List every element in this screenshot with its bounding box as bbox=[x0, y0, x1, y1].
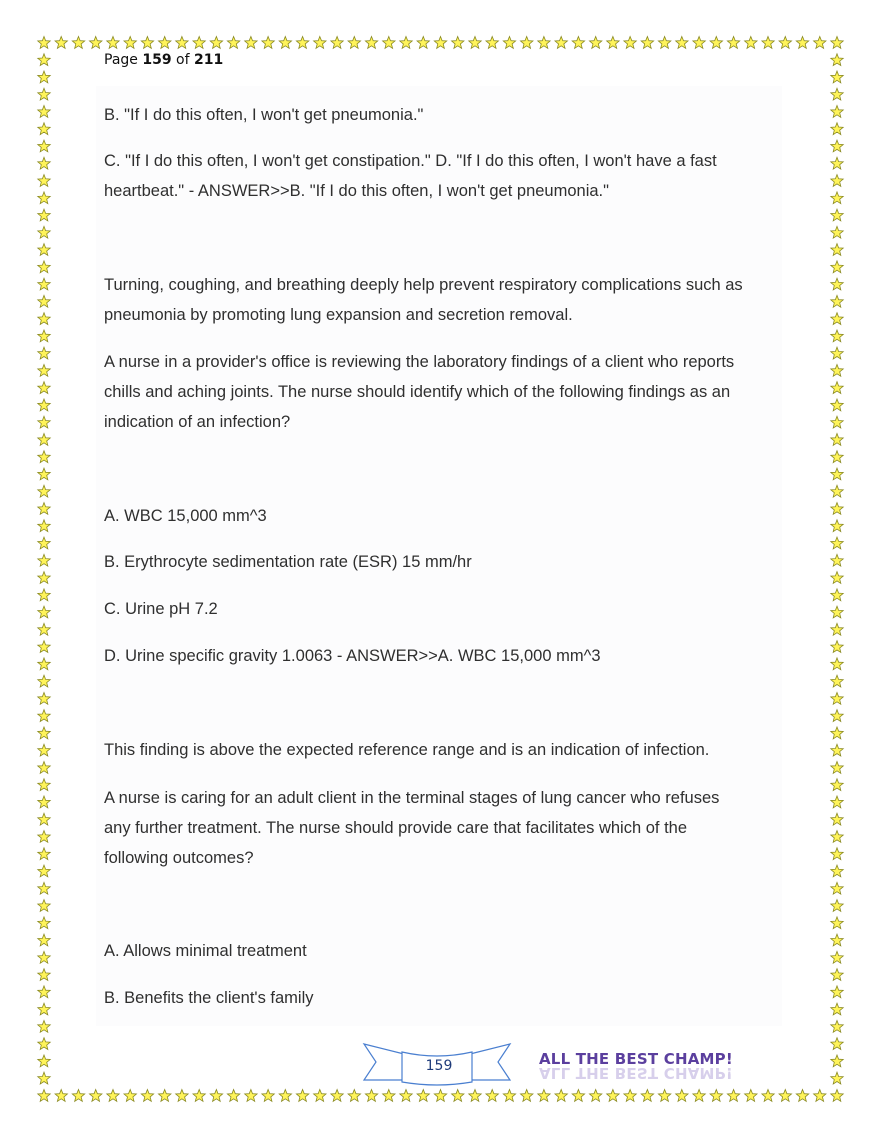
border-star-icon bbox=[38, 416, 50, 428]
border-star-icon bbox=[38, 468, 50, 480]
border-star-icon bbox=[831, 951, 843, 963]
border-star-icon bbox=[38, 848, 50, 860]
border-star-icon bbox=[503, 37, 515, 49]
border-star-icon bbox=[831, 986, 843, 998]
border-star-icon bbox=[831, 1055, 843, 1067]
border-star-icon bbox=[727, 1090, 739, 1102]
border-star-icon bbox=[658, 1090, 670, 1102]
border-star-icon bbox=[831, 244, 843, 256]
border-star-icon bbox=[176, 1090, 188, 1102]
border-star-icon bbox=[72, 37, 84, 49]
border-star-icon bbox=[831, 399, 843, 411]
border-star-icon bbox=[831, 848, 843, 860]
border-star-icon bbox=[38, 399, 50, 411]
border-star-icon bbox=[38, 641, 50, 653]
border-star-icon bbox=[38, 347, 50, 359]
border-star-icon bbox=[831, 468, 843, 480]
border-star-icon bbox=[831, 934, 843, 946]
border-star-icon bbox=[38, 762, 50, 774]
border-star-icon bbox=[503, 1090, 515, 1102]
border-star-icon bbox=[159, 37, 171, 49]
border-star-icon bbox=[38, 572, 50, 584]
border-star-icon bbox=[262, 37, 274, 49]
border-star-icon bbox=[831, 485, 843, 497]
border-star-icon bbox=[538, 37, 550, 49]
border-star-icon bbox=[314, 37, 326, 49]
border-star-icon bbox=[555, 37, 567, 49]
border-star-icon bbox=[417, 1090, 429, 1102]
border-star-icon bbox=[831, 1038, 843, 1050]
option-c-d-line: C. "If I do this often, I won't get constipation." D. "If I do this often, I won't have a fast bbox=[104, 152, 717, 170]
border-star-icon bbox=[38, 934, 50, 946]
border-star-icon bbox=[831, 900, 843, 912]
border-star-icon bbox=[831, 537, 843, 549]
page-label: Page bbox=[104, 52, 138, 68]
border-star-icon bbox=[469, 1090, 481, 1102]
border-star-icon bbox=[38, 900, 50, 912]
border-star-icon bbox=[831, 278, 843, 290]
border-star-icon bbox=[348, 37, 360, 49]
border-star-icon bbox=[831, 88, 843, 100]
border-star-icon bbox=[90, 37, 102, 49]
border-star-icon bbox=[38, 123, 50, 135]
border-star-icon bbox=[38, 365, 50, 377]
border-star-icon bbox=[831, 54, 843, 66]
question-line-1: A nurse in a provider's office is reviewing the laboratory findings of a client who reports bbox=[104, 353, 735, 371]
border-star-icon bbox=[831, 1072, 843, 1084]
border-star-icon bbox=[831, 365, 843, 377]
border-star-icon bbox=[38, 192, 50, 204]
border-star-icon bbox=[400, 1090, 412, 1102]
current-page: 159 bbox=[142, 52, 172, 68]
border-star-icon bbox=[38, 951, 50, 963]
question-line-2: chills and aching joints. The nurse should identify which of the following findings as an bbox=[104, 383, 731, 401]
border-star-icon bbox=[365, 1090, 377, 1102]
border-star-icon bbox=[831, 416, 843, 428]
border-star-icon bbox=[831, 330, 843, 342]
rationale-infection: This finding is above the expected reference range and is an indication of infection. bbox=[104, 741, 710, 759]
border-star-icon bbox=[38, 71, 50, 83]
border-star-icon bbox=[555, 1090, 567, 1102]
border-star-icon bbox=[831, 37, 843, 49]
border-star-icon bbox=[831, 796, 843, 808]
border-star-icon bbox=[210, 1090, 222, 1102]
border-star-icon bbox=[193, 37, 205, 49]
border-star-icon bbox=[831, 261, 843, 273]
border-star-icon bbox=[831, 140, 843, 152]
option-c-urine-ph: C. Urine pH 7.2 bbox=[104, 600, 218, 618]
border-star-icon bbox=[245, 37, 257, 49]
border-star-icon bbox=[831, 572, 843, 584]
border-star-icon bbox=[279, 37, 291, 49]
border-star-icon bbox=[38, 209, 50, 221]
border-star-icon bbox=[38, 969, 50, 981]
border-star-icon bbox=[710, 1090, 722, 1102]
border-star-icon bbox=[383, 37, 395, 49]
border-star-icon bbox=[176, 37, 188, 49]
border-star-icon bbox=[831, 762, 843, 774]
option-d-answer: D. Urine specific gravity 1.0063 - ANSWER>>A. WBC 15,000 mm^3 bbox=[104, 647, 601, 665]
border-star-icon bbox=[38, 589, 50, 601]
border-star-icon bbox=[831, 295, 843, 307]
slogan-text: ALL THE BEST CHAMP! bbox=[539, 1050, 733, 1068]
border-star-icon bbox=[38, 693, 50, 705]
border-star-icon bbox=[38, 1021, 50, 1033]
border-star-icon bbox=[38, 710, 50, 722]
slogan-reflection: ALL THE BEST CHAMP! bbox=[539, 1064, 733, 1082]
border-star-icon bbox=[38, 434, 50, 446]
rationale-line-1: Turning, coughing, and breathing deeply help prevent respiratory complications such as bbox=[104, 276, 743, 294]
border-star-icon bbox=[831, 658, 843, 670]
border-star-icon bbox=[227, 1090, 239, 1102]
border-star-icon bbox=[831, 779, 843, 791]
border-star-icon bbox=[279, 1090, 291, 1102]
border-star-icon bbox=[141, 1090, 153, 1102]
border-star-icon bbox=[831, 347, 843, 359]
border-star-icon bbox=[38, 261, 50, 273]
border-star-icon bbox=[745, 37, 757, 49]
border-star-icon bbox=[348, 1090, 360, 1102]
border-star-icon bbox=[38, 485, 50, 497]
border-star-icon bbox=[624, 1090, 636, 1102]
border-star-icon bbox=[796, 37, 808, 49]
border-star-icon bbox=[107, 1090, 119, 1102]
border-star-icon bbox=[124, 37, 136, 49]
border-star-icon bbox=[831, 744, 843, 756]
border-star-icon bbox=[55, 37, 67, 49]
question-line-3: indication of an infection? bbox=[104, 413, 291, 431]
border-star-icon bbox=[486, 37, 498, 49]
border-star-icon bbox=[572, 37, 584, 49]
border-star-icon bbox=[831, 226, 843, 238]
border-star-icon bbox=[38, 451, 50, 463]
border-star-icon bbox=[38, 140, 50, 152]
border-star-icon bbox=[831, 710, 843, 722]
border-star-icon bbox=[831, 675, 843, 687]
border-star-icon bbox=[159, 1090, 171, 1102]
border-star-icon bbox=[831, 157, 843, 169]
border-star-icon bbox=[193, 1090, 205, 1102]
border-star-icon bbox=[434, 1090, 446, 1102]
border-star-icon bbox=[38, 675, 50, 687]
border-star-icon bbox=[831, 831, 843, 843]
border-star-icon bbox=[452, 1090, 464, 1102]
border-star-icon bbox=[831, 727, 843, 739]
option-b-esr: B. Erythrocyte sedimentation rate (ESR) 15 mm/hr bbox=[104, 553, 472, 571]
border-star-icon bbox=[38, 330, 50, 342]
border-star-icon bbox=[141, 37, 153, 49]
border-star-icon bbox=[486, 1090, 498, 1102]
border-star-icon bbox=[72, 1090, 84, 1102]
border-star-icon bbox=[210, 37, 222, 49]
border-star-icon bbox=[38, 175, 50, 187]
border-star-icon bbox=[831, 917, 843, 929]
border-star-icon bbox=[762, 1090, 774, 1102]
border-star-icon bbox=[710, 37, 722, 49]
border-star-icon bbox=[38, 727, 50, 739]
border-star-icon bbox=[814, 1090, 826, 1102]
option-a-minimal: A. Allows minimal treatment bbox=[104, 942, 307, 960]
border-star-icon bbox=[831, 71, 843, 83]
border-star-icon bbox=[693, 37, 705, 49]
border-star-icon bbox=[831, 813, 843, 825]
border-star-icon bbox=[38, 1003, 50, 1015]
border-star-icon bbox=[676, 37, 688, 49]
border-star-icon bbox=[831, 1021, 843, 1033]
border-star-icon bbox=[38, 623, 50, 635]
border-star-icon bbox=[590, 1090, 602, 1102]
border-star-icon bbox=[227, 37, 239, 49]
border-star-icon bbox=[676, 1090, 688, 1102]
border-star-icon bbox=[38, 88, 50, 100]
border-star-icon bbox=[831, 503, 843, 515]
border-star-icon bbox=[831, 641, 843, 653]
of-label: of bbox=[176, 52, 190, 68]
border-star-icon bbox=[831, 865, 843, 877]
border-star-icon bbox=[38, 865, 50, 877]
border-star-icon bbox=[38, 813, 50, 825]
border-star-icon bbox=[572, 1090, 584, 1102]
border-star-icon bbox=[831, 106, 843, 118]
border-star-icon bbox=[831, 882, 843, 894]
border-star-icon bbox=[38, 917, 50, 929]
border-star-icon bbox=[831, 606, 843, 618]
border-star-icon bbox=[745, 1090, 757, 1102]
border-star-icon bbox=[38, 1055, 50, 1067]
border-star-icon bbox=[831, 693, 843, 705]
border-star-icon bbox=[262, 1090, 274, 1102]
border-star-icon bbox=[831, 175, 843, 187]
border-star-icon bbox=[831, 520, 843, 532]
border-star-icon bbox=[38, 882, 50, 894]
border-star-icon bbox=[658, 37, 670, 49]
border-star-icon bbox=[38, 503, 50, 515]
border-star-icon bbox=[38, 744, 50, 756]
border-star-icon bbox=[90, 1090, 102, 1102]
answer-line: heartbeat." - ANSWER>>B. "If I do this often, I won't get pneumonia." bbox=[104, 182, 609, 200]
border-star-icon bbox=[400, 37, 412, 49]
border-star-icon bbox=[38, 796, 50, 808]
border-star-icon bbox=[38, 313, 50, 325]
border-star-icon bbox=[469, 37, 481, 49]
border-star-icon bbox=[38, 226, 50, 238]
border-star-icon bbox=[38, 54, 50, 66]
border-star-icon bbox=[796, 1090, 808, 1102]
border-star-icon bbox=[296, 37, 308, 49]
border-star-icon bbox=[38, 986, 50, 998]
border-star-icon bbox=[38, 537, 50, 549]
border-star-icon bbox=[521, 1090, 533, 1102]
border-star-icon bbox=[38, 157, 50, 169]
border-star-icon bbox=[831, 451, 843, 463]
border-star-icon bbox=[38, 278, 50, 290]
border-star-icon bbox=[38, 295, 50, 307]
total-pages: 211 bbox=[194, 52, 224, 68]
page-header bbox=[104, 52, 223, 68]
question-2-line-1: A nurse is caring for an adult client in the terminal stages of lung cancer who refuses bbox=[104, 789, 720, 807]
border-star-icon bbox=[38, 382, 50, 394]
border-star-icon bbox=[831, 192, 843, 204]
option-b-family: B. Benefits the client's family bbox=[104, 989, 314, 1007]
border-star-icon bbox=[607, 1090, 619, 1102]
border-star-icon bbox=[762, 37, 774, 49]
border-star-icon bbox=[538, 1090, 550, 1102]
border-star-icon bbox=[779, 37, 791, 49]
border-star-icon bbox=[831, 554, 843, 566]
border-star-icon bbox=[831, 209, 843, 221]
option-a-wbc: A. WBC 15,000 mm^3 bbox=[104, 507, 267, 525]
border-star-icon bbox=[814, 37, 826, 49]
border-star-icon bbox=[296, 1090, 308, 1102]
footer-page-number: 159 bbox=[425, 1058, 453, 1074]
border-star-icon bbox=[38, 1038, 50, 1050]
border-star-icon bbox=[38, 106, 50, 118]
border-star-icon bbox=[38, 658, 50, 670]
border-star-icon bbox=[641, 1090, 653, 1102]
border-star-icon bbox=[331, 37, 343, 49]
border-star-icon bbox=[38, 554, 50, 566]
border-star-icon bbox=[831, 623, 843, 635]
border-star-icon bbox=[693, 1090, 705, 1102]
border-star-icon bbox=[831, 969, 843, 981]
border-star-icon bbox=[831, 1090, 843, 1102]
border-star-icon bbox=[55, 1090, 67, 1102]
border-star-icon bbox=[417, 37, 429, 49]
border-star-icon bbox=[831, 434, 843, 446]
border-star-icon bbox=[38, 606, 50, 618]
border-star-icon bbox=[779, 1090, 791, 1102]
border-star-icon bbox=[38, 37, 50, 49]
border-star-icon bbox=[314, 1090, 326, 1102]
border-star-icon bbox=[641, 37, 653, 49]
question-2-line-3: following outcomes? bbox=[104, 849, 254, 867]
border-star-icon bbox=[831, 589, 843, 601]
border-star-icon bbox=[831, 382, 843, 394]
option-b-pneumonia: B. "If I do this often, I won't get pneumonia." bbox=[104, 106, 424, 124]
border-star-icon bbox=[831, 313, 843, 325]
border-star-icon bbox=[831, 1003, 843, 1015]
border-star-icon bbox=[521, 37, 533, 49]
border-star-icon bbox=[38, 244, 50, 256]
rationale-line-2: pneumonia by promoting lung expansion and secretion removal. bbox=[104, 306, 573, 324]
border-star-icon bbox=[624, 37, 636, 49]
border-star-icon bbox=[38, 779, 50, 791]
border-star-icon bbox=[590, 37, 602, 49]
border-star-icon bbox=[383, 1090, 395, 1102]
border-star-icon bbox=[452, 37, 464, 49]
border-star-icon bbox=[434, 37, 446, 49]
border-star-icon bbox=[831, 123, 843, 135]
question-2-line-2: any further treatment. The nurse should provide care that facilitates which of the bbox=[104, 819, 688, 837]
border-star-icon bbox=[38, 520, 50, 532]
border-star-icon bbox=[727, 37, 739, 49]
border-star-icon bbox=[124, 1090, 136, 1102]
border-star-icon bbox=[107, 37, 119, 49]
border-star-icon bbox=[607, 37, 619, 49]
border-star-icon bbox=[331, 1090, 343, 1102]
border-star-icon bbox=[38, 1072, 50, 1084]
border-star-icon bbox=[245, 1090, 257, 1102]
border-star-icon bbox=[38, 831, 50, 843]
border-star-icon bbox=[38, 1090, 50, 1102]
border-star-icon bbox=[365, 37, 377, 49]
